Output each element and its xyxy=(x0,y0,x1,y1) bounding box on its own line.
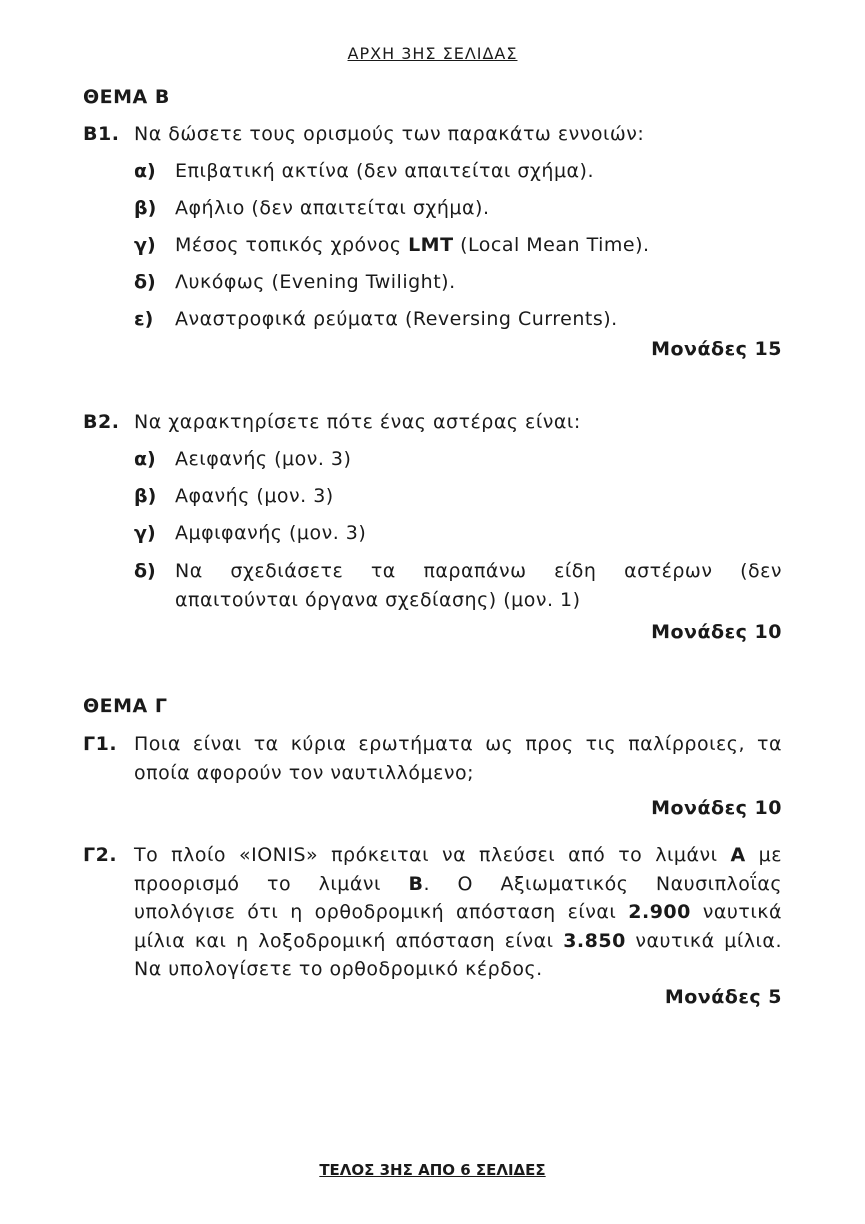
item-text: Να σχεδιάσετε τα παραπάνω είδη αστέρων (δεν xyxy=(175,560,782,582)
question-number-b2: Β2. xyxy=(83,411,120,433)
item-text: Αμφιφανής (μον. 3) xyxy=(175,522,367,544)
item-text xyxy=(175,234,650,256)
text-part: με xyxy=(745,844,782,866)
text-part: προορισμό το λιμάνι xyxy=(134,873,409,895)
item-text-part: Μέσος τοπικός χρόνος xyxy=(175,234,409,256)
text-part: υπολόγισε ότι η ορθοδρομική απόσταση είναι xyxy=(134,901,629,923)
section-title-theme-b: ΘΕΜΑ Β xyxy=(83,86,170,108)
item-label: γ) xyxy=(134,522,156,544)
item-label: δ) xyxy=(134,560,156,582)
text-part: ναυτικά μίλια. xyxy=(625,930,782,952)
item-text-bold: LMT xyxy=(408,234,454,256)
item-text: Αφήλιο (δεν απαιτείται σχήμα). xyxy=(175,197,490,219)
question-text-b1: Να δώσετε τους ορισμούς των παρακάτω εννοιών: xyxy=(134,123,645,145)
question-text-g2 xyxy=(134,930,782,952)
item-label: γ) xyxy=(134,234,156,256)
item-label: β) xyxy=(134,197,157,219)
question-number-g1: Γ1. xyxy=(83,733,118,755)
question-number-g2: Γ2. xyxy=(83,844,118,866)
item-label: δ) xyxy=(134,271,156,293)
item-text: Επιβατική ακτίνα (δεν απαιτείται σχήμα). xyxy=(175,160,595,182)
item-text: Αειφανής (μον. 3) xyxy=(175,448,352,470)
marks-b1: Μονάδες 15 xyxy=(651,338,782,360)
question-text-g2 xyxy=(134,873,782,895)
text-part: Το πλοίο «IONIS» πρόκειται να πλεύσει από το λιμάνι xyxy=(134,844,731,866)
question-text-g1: οποία αφορούν τον ναυτιλλόμενο; xyxy=(134,762,475,784)
text-part: . Ο Αξιωματικός Ναυσιπλοΐας xyxy=(423,873,782,895)
item-text: απαιτούνται όργανα σχεδίασης) (μον. 1) xyxy=(175,589,581,611)
question-text-b2: Να χαρακτηρίσετε πότε ένας αστέρας είναι: xyxy=(134,411,581,433)
marks-g1: Μονάδες 10 xyxy=(651,797,782,819)
item-label: β) xyxy=(134,485,157,507)
section-title-theme-c: ΘΕΜΑ Γ xyxy=(83,695,168,717)
page-footer: ΤΕΛΟΣ 3ΗΣ ΑΠΟ 6 ΣΕΛΙΔΕΣ xyxy=(319,1161,546,1179)
marks-g2: Μονάδες 5 xyxy=(664,986,782,1008)
item-text-part: (Local Mean Time). xyxy=(453,234,650,256)
great-circle-distance: 2.900 xyxy=(628,901,691,923)
item-text: Αφανής (μον. 3) xyxy=(175,485,334,507)
item-label: α) xyxy=(134,160,156,182)
text-part: μίλια και η λοξοδρομική απόσταση είναι xyxy=(134,930,564,952)
item-label: α) xyxy=(134,448,156,470)
question-text-g1: Ποια είναι τα κύρια ερωτήματα ως προς τις παλίρροιες, τα xyxy=(134,733,782,755)
item-text: Αναστροφικά ρεύματα (Reversing Currents). xyxy=(175,308,618,330)
rhumb-line-distance: 3.850 xyxy=(563,930,626,952)
question-number-b1: Β1. xyxy=(83,123,120,145)
question-text-g2 xyxy=(134,844,782,866)
item-text: Λυκόφως (Evening Twilight). xyxy=(175,271,456,293)
item-label: ε) xyxy=(134,308,154,330)
page-header: ΑΡΧΗ 3ΗΣ ΣΕΛΙΔΑΣ xyxy=(347,44,518,63)
marks-b2: Μονάδες 10 xyxy=(651,621,782,643)
port-b: Β xyxy=(408,873,424,895)
question-text-g2 xyxy=(134,901,782,923)
port-a: Α xyxy=(730,844,746,866)
text-part: ναυτικά xyxy=(690,901,782,923)
question-text-g2: Να υπολογίσετε το ορθοδρομικό κέρδος. xyxy=(134,958,543,980)
